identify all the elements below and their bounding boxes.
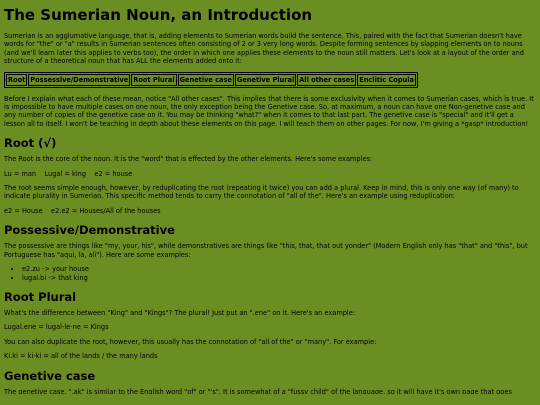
page-title: The Sumerian Noun, an Introduction: [4, 6, 313, 24]
order-cell-possessive: Possessive/Demonstrative: [30, 75, 129, 84]
root-duplication-example: Ki.ki = ki-ki = all of the lands / the many lands: [4, 352, 158, 361]
list-item: • lugal.bi -> that king: [22, 274, 536, 282]
root-heading: Root (√): [4, 136, 57, 151]
root-paragraph: The Root is the core of the noun. It is the "word" that is effected by the other elements. Here's some examples:: [4, 155, 373, 164]
before-paragraph: Before I explain what each of these mean, notice "All other cases". This implies that there is some exclusivity when it comes to Sumerian cases, which is true. It is impossible to have multiple cases on one noun, the only exception being the Genetive case. So, at maximum, a noun can have one Non-genetive case and any number of copies of the genetive case on it. You may be thinking "what?" when it comes to that last part. The genetive case is "special" and it'll get a lesson all to itself. I won't be teaching in depth about these elements on this page. I will teach them on other pages. For now, I'm giving a *gasp* introduction!: [4, 94, 534, 128]
order-cell-enclitic-copula: Enclitic Copula: [359, 75, 414, 84]
order-cell-genetive: Genetive case: [179, 75, 232, 84]
possessive-paragraph: The possessive are things like "my, your, his", while demonstratives are things like "this, that, that out yonder" (Modern English only has "that" and "this", but Portuguese has "aqui, la, ali"). Here are some examples:: [4, 242, 528, 259]
root-reduplication-paragraph: The root seems simple enough, however, by reduplicating the root (repeating it twice) you can add a plural. Keep in mind, this is only one way (of many) to indicate plurality in Sumerian. This specific method tends to carry the connotation of "all of the". Here's an example using reduplication:: [4, 184, 519, 201]
genetive-heading: Genetive case: [4, 368, 96, 383]
root-plural-paragraph: What's the difference between "King" and "Kings"? The plural! Just put an ".ene" on it. Here's an example:: [4, 308, 356, 317]
order-cell-root: Root: [8, 75, 26, 84]
order-cell-genetive-plural: Genetive Plural: [236, 75, 295, 84]
root-duplication-paragraph: You can also duplicate the root, however, this usually has the connotation of "all of the" or "many". For example:: [4, 337, 377, 346]
noun-order-table: [4, 72, 418, 88]
root-examples: Lu = man Lugal = king e2 = house: [4, 169, 133, 178]
order-cell-root-plural: Root Plural: [133, 75, 175, 84]
genetive-paragraph: The genetive case, ".ak" is similar to the English word "of" or "'s". It is somewhat of a "fussy child" of the language, so it will have it's own page that goes: [4, 387, 512, 394]
possessive-example-list: [4, 265, 536, 282]
intro-paragraph: Sumerian is an agglumative language, that is, adding elements to Sumerian words build the sentence. This, paired with the fact that Sumerian doesn't have words for "the" or "a" results in Sumerian sentences often consisting of 2 or 3 very long words. Despite forming sentences by slapping elements on to nouns (and we'll learn later this applies to verbs too), the order in which one applies these elements to the noun still matters. Let's look at a layout of the order and structure of a theoretical noun that has ALL the elements added onto it:: [4, 32, 524, 66]
root-plural-heading: Root Plural: [4, 289, 77, 304]
root-reduplication-example: e2 = House e2.e2 = Houses/All of the houses: [4, 206, 161, 215]
root-plural-example: Lugal.ene = lugal-le-ne = Kings: [4, 323, 109, 332]
list-item: • e2.zu -> your house: [22, 265, 536, 273]
possessive-heading: Possessive/Demonstrative: [4, 223, 175, 238]
order-cell-other-cases: All other cases: [299, 75, 355, 84]
